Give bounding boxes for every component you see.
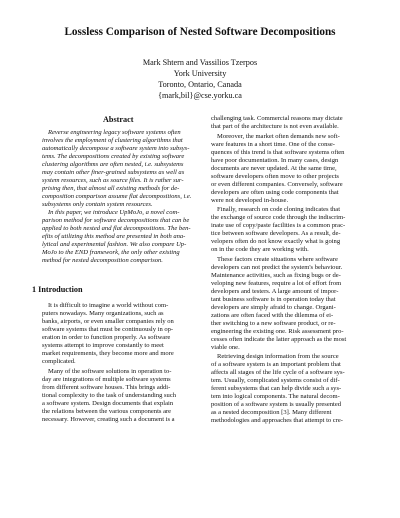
text-line: software developers often move to other projects — [211, 172, 339, 180]
text-line: ferent subsystems that can help divide such a sys- — [211, 385, 342, 392]
text-line: a software system. Design documents that explain — [42, 399, 174, 407]
text-line: clustering algorithms are often nested, i.e. subsystems — [42, 161, 184, 168]
text-line: banks, airports, or even smaller companies rely on — [42, 318, 174, 325]
affiliation: York University — [173, 69, 227, 78]
text-line: applied to both nested and flat decompositions. The ben- — [42, 225, 191, 232]
text-line: have poor documentation. In many cases, design — [211, 156, 339, 164]
text-line: Maintenance activities, such as fixing bugs or de- — [211, 271, 341, 279]
text-line: Finally, research on code cloning indicates that — [217, 206, 341, 213]
text-line: eration in order to function properly. As software — [42, 334, 171, 341]
text-line: tems. The decompositions created by existing software — [42, 153, 185, 160]
text-line: viable one. — [211, 343, 240, 351]
text-line: necessary. However, creating such a document is a — [42, 415, 175, 423]
text-line: of a software system is an important problem that — [211, 361, 341, 368]
text-line: documents are never updated. At the same time, — [211, 164, 337, 172]
text-line: Many of the software solutions in operation to- — [48, 367, 172, 375]
text-line: developers are often using code components that — [211, 188, 339, 196]
text-line: subsystems only contain system resources. — [42, 201, 153, 208]
text-line: developers and testers. A large amount of impor- — [211, 287, 339, 295]
text-line: zations are often faced with the dilemma of ei- — [211, 311, 334, 319]
text-line: or even different companies. Conversely, software — [211, 180, 343, 188]
text-line: that part of the architecture is not even available. — [211, 123, 339, 130]
text-line: engineering the existing one. Risk assessment pro- — [211, 327, 344, 335]
text-line: methodologies and approaches that attempt to cre- — [211, 417, 343, 424]
text-line: involves the employment of clustering algorithms that — [42, 137, 183, 144]
paper-title: Lossless Comparison of Nested Software Decompositions — [64, 26, 336, 38]
text-line: Reverse engineering legacy software systems often — [48, 129, 181, 136]
text-line: velopers often do not know exactly what is going — [211, 238, 341, 245]
text-line: efits of utilizing this method are presented in both ana- — [42, 233, 186, 240]
text-line: as a nested decomposition [3]. Many different — [211, 409, 332, 416]
text-line: composition comparison assume flat decompositions, i.e. — [42, 193, 192, 200]
text-line: developers can not predict the system's behaviour. — [211, 263, 343, 271]
text-line: tional complexity to the task of understanding such — [42, 391, 177, 399]
text-line: the relations between the various components are — [42, 407, 172, 415]
text-line: In this paper, we introduce UpMoJo, a novel com- — [48, 209, 180, 216]
text-line: systems attempt to improve constantly to meet — [42, 342, 164, 349]
text-line: puters nowadays. Many organizations, such as — [42, 310, 164, 317]
text-line: challenging task. Commercial reasons may dictate — [211, 115, 343, 122]
text-line: parison method for software decompositions that can be — [42, 217, 190, 224]
text-line: affects all stages of the life cycle of a software sys- — [211, 369, 345, 376]
abstract-heading: Abstract — [103, 115, 134, 124]
text-line: may contain other finer-grained subsystems as well as — [42, 169, 185, 176]
introduction-heading: 1 Introduction — [32, 285, 83, 294]
email: {mark,bil}@cse.yorku.ca — [158, 91, 242, 100]
text-line: complicated. — [42, 358, 76, 365]
text-line: software systems that must be continuously in op- — [42, 326, 174, 333]
text-line: ware features in a short time. One of the conse- — [211, 140, 335, 148]
text-line: on in the code they are working with. — [211, 246, 309, 253]
location: Toronto, Ontario, Canada — [158, 80, 242, 89]
text-line: from different software houses. This brings addi- — [42, 383, 171, 391]
text-line: Retrieving design information from the source — [217, 353, 339, 360]
text-line: tice between software developers. As a result, de- — [211, 230, 341, 237]
text-line: tem. Usually, complicated systems consist of dif- — [211, 377, 340, 384]
text-line: inate use of copy/paste facilities is a common prac- — [211, 222, 346, 229]
authors: Mark Shtern and Vassilios Tzerpos — [142, 58, 258, 67]
text-line: tem into logical components. The natural decom- — [211, 393, 340, 400]
text-line: market requirements, they become more and more — [42, 350, 174, 357]
text-line: ther switching to a new software product, or re- — [211, 319, 336, 327]
text-line: prising then, that almost all existing methods for de- — [42, 185, 180, 192]
text-line: system resources, such as source files. It is rather sur- — [42, 177, 184, 184]
text-line: automatically decompose a software system into subsys- — [42, 145, 190, 152]
text-line: cesses often indicate the latter approach as the most — [211, 335, 347, 343]
text-line: veloping new features, require a lot of effort from — [211, 279, 342, 287]
text-line: method for nested decomposition comparison. — [42, 257, 163, 264]
text-line: position of a software system is usually presented — [211, 401, 342, 408]
text-line: tant business software is in operation today that — [211, 295, 336, 303]
text-line: MoJo to the END framework, the only other existing — [42, 249, 180, 256]
text-line: lytical and experimental fashion. We also compare Up- — [42, 241, 187, 248]
text-line: Moreover, the market often demands new soft- — [217, 132, 340, 140]
text-line: It is difficult to imagine a world without com- — [48, 302, 169, 309]
text-line: the exchange of source code through the indiscrim- — [211, 214, 346, 221]
text-line: quences of this trend is that software systems often — [211, 148, 345, 156]
text-line: These factors create situations where software — [217, 255, 338, 263]
text-line: were not developed in-house. — [211, 196, 289, 204]
text-line: day are integrations of multiple software systems — [42, 375, 171, 383]
text-line: developers are simply afraid to change. Organi- — [211, 303, 336, 311]
